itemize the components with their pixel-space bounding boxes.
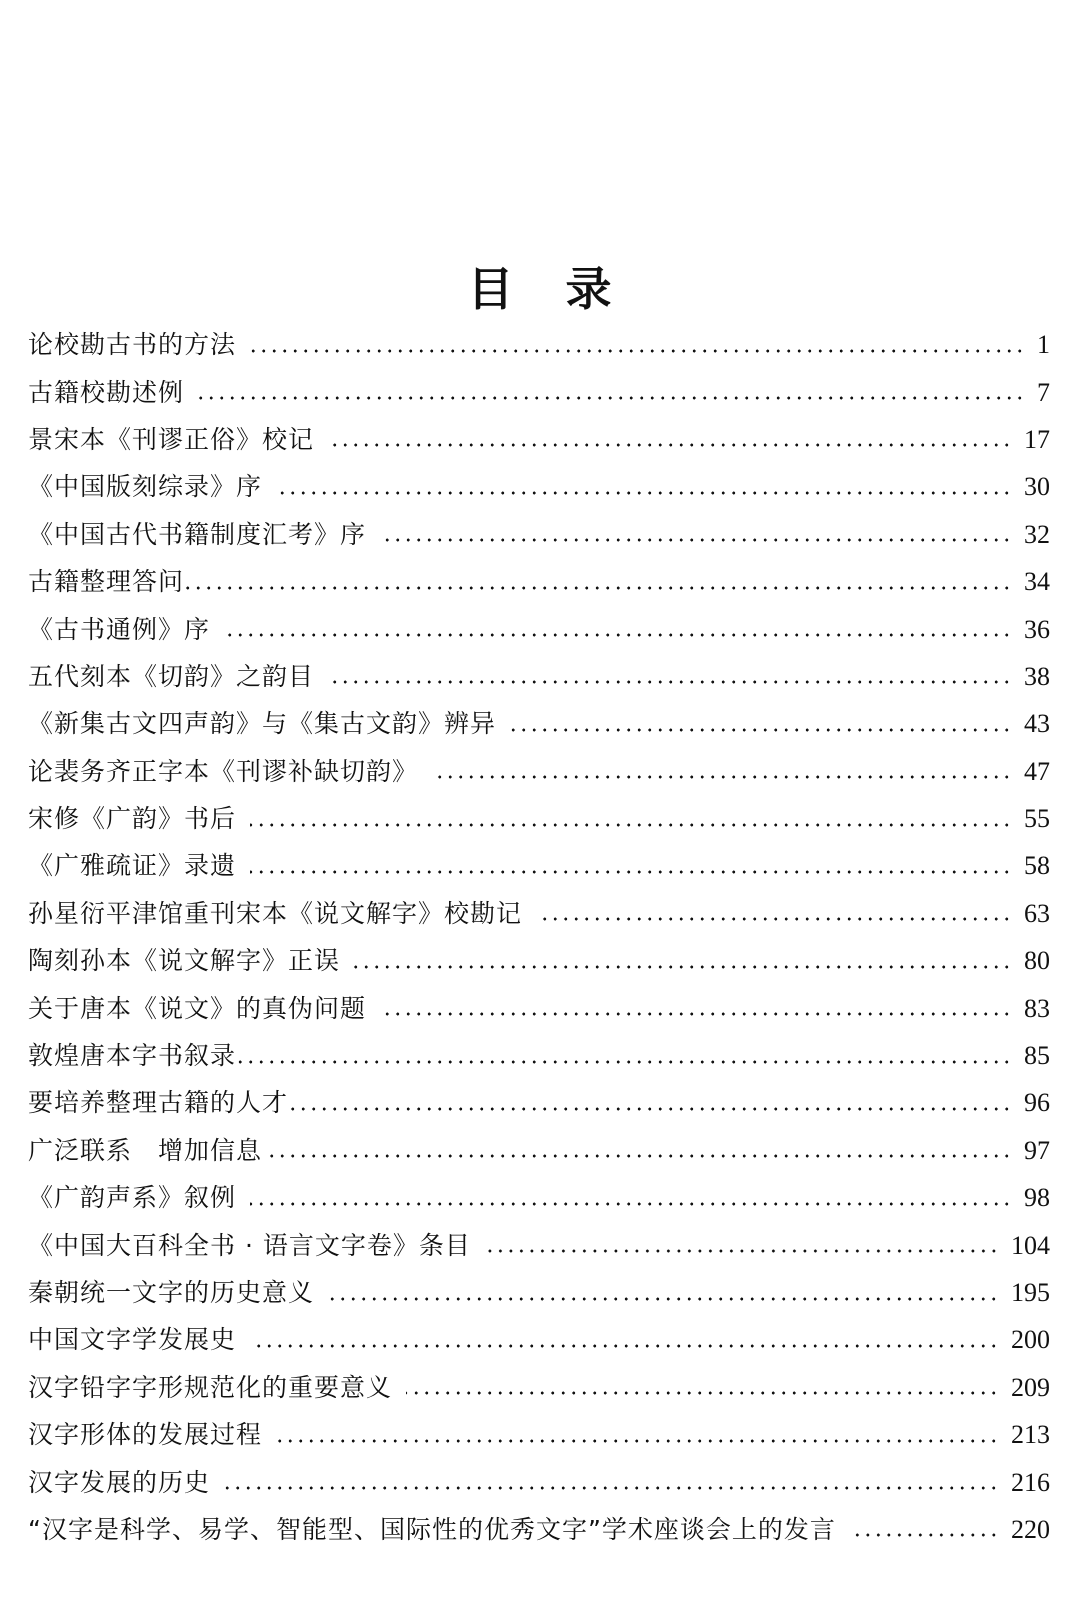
toc-entry-page: 220: [1011, 1514, 1050, 1544]
toc-entry[interactable]: [28, 795, 1050, 842]
toc-entry-title: 《广韵声系》叙例: [28, 1183, 237, 1213]
toc-entry[interactable]: [28, 1032, 1050, 1079]
toc-entry-title: “汉字是科学、易学、智能型、国际性的优秀文字”学术座谈会上的发言: [28, 1514, 836, 1544]
dot-leader: [380, 1012, 1012, 1016]
toc-entry-page: 34: [1024, 567, 1050, 597]
dot-leader: [198, 396, 1025, 400]
toc-entry-title: 《中国大百科全书 · 语言文字卷》条目: [28, 1230, 471, 1260]
dot-leader: [186, 586, 1012, 590]
toc-entry-title: 《新集古文四声韵》与《集古文韵》辨异: [28, 709, 497, 739]
toc-entry[interactable]: [28, 1364, 1050, 1411]
dot-leader: [276, 1439, 999, 1443]
dot-leader: [264, 1154, 1012, 1158]
toc-entry-page: 36: [1024, 614, 1050, 644]
toc-entry-page: 97: [1024, 1135, 1050, 1165]
dot-leader: [238, 1060, 1012, 1064]
toc-entry[interactable]: [28, 842, 1050, 889]
toc-entry-title: 论裴务齐正字本《刊谬补缺切韵》: [28, 756, 419, 786]
toc-entry[interactable]: [28, 416, 1050, 463]
dot-leader: [328, 680, 1012, 684]
toc-entry-page: 32: [1024, 519, 1050, 549]
toc-entry-title: 汉字发展的历史: [28, 1467, 211, 1497]
toc-entry-title: 《广雅疏证》录遗: [28, 851, 237, 881]
toc-entry[interactable]: [28, 605, 1050, 652]
dot-leader: [250, 349, 1025, 353]
toc-entry-title: 《古书通例》序: [28, 614, 211, 644]
toc-entry-page: 7: [1037, 377, 1050, 407]
toc-entry-page: 1: [1037, 330, 1050, 360]
toc-entry[interactable]: [28, 558, 1050, 605]
toc-entry-title: 广泛联系 增加信息: [28, 1135, 263, 1165]
toc-entry[interactable]: [28, 1174, 1050, 1221]
toc-entry-page: 55: [1024, 804, 1050, 834]
dot-leader: [250, 1344, 999, 1348]
dot-leader: [380, 538, 1012, 542]
toc-entry-page: 209: [1011, 1372, 1050, 1402]
dot-leader: [354, 965, 1012, 969]
toc-entry-page: 47: [1024, 756, 1050, 786]
toc-entry[interactable]: [28, 1458, 1050, 1505]
toc-entry-page: 216: [1011, 1467, 1050, 1497]
toc-entry-page: 213: [1011, 1420, 1050, 1450]
toc-entry-page: 80: [1024, 946, 1050, 976]
toc-entry[interactable]: [28, 1269, 1050, 1316]
toc-entry-page: 85: [1024, 1041, 1050, 1071]
dot-leader: [432, 775, 1012, 779]
page-title: 目录: [467, 261, 664, 316]
dot-leader: [485, 1249, 999, 1253]
toc-entry[interactable]: [28, 1411, 1050, 1458]
toc-entry[interactable]: [28, 1127, 1050, 1174]
toc-entry-title: 秦朝统一文字的历史意义: [28, 1278, 315, 1307]
dot-leader: [510, 728, 1012, 732]
toc-entry[interactable]: [28, 368, 1050, 415]
toc-entry[interactable]: [28, 511, 1050, 558]
toc-entry-title: 五代刻本《切韵》之韵目: [28, 661, 315, 691]
table-of-contents: [28, 321, 1050, 1553]
toc-entry-title: 孙星衍平津馆重刊宋本《说文解字》校勘记: [28, 898, 523, 928]
dot-leader: [328, 443, 1012, 447]
toc-entry-page: 83: [1024, 993, 1050, 1023]
toc-entry-title: 古籍校勘述例: [28, 377, 185, 407]
dot-leader: [536, 917, 1012, 921]
dot-leader: [290, 1107, 1012, 1111]
dot-leader: [328, 1297, 999, 1301]
dot-leader: [250, 823, 1012, 827]
toc-entry-page: 63: [1024, 898, 1050, 928]
toc-entry[interactable]: [28, 1079, 1050, 1126]
toc-entry-title: 景宋本《刊谬正俗》校记: [28, 424, 315, 454]
toc-entry[interactable]: [28, 748, 1050, 795]
toc-entry-page: 30: [1024, 472, 1050, 502]
toc-entry[interactable]: [28, 700, 1050, 747]
toc-entry[interactable]: [28, 984, 1050, 1031]
toc-entry-title: 《中国版刻综录》序: [28, 472, 263, 502]
toc-entry-page: 96: [1024, 1088, 1050, 1118]
toc-entry-page: 98: [1024, 1183, 1050, 1213]
toc-entry-title: 宋修《广韵》书后: [28, 804, 237, 834]
toc-entry-title: 要培养整理古籍的人才: [28, 1088, 289, 1118]
toc-entry-page: 104: [1011, 1230, 1050, 1260]
dot-leader: [850, 1533, 999, 1537]
toc-entry-page: 58: [1024, 851, 1050, 881]
toc-entry-title: 论校勘古书的方法: [28, 330, 237, 360]
toc-entry[interactable]: [28, 321, 1050, 368]
toc-entry-page: 200: [1011, 1325, 1050, 1355]
toc-entry[interactable]: [28, 653, 1050, 700]
toc-entry[interactable]: [28, 890, 1050, 937]
toc-entry-page: 195: [1011, 1278, 1050, 1307]
toc-entry[interactable]: [28, 1506, 1050, 1553]
dot-leader: [224, 1486, 999, 1490]
dot-leader: [276, 491, 1012, 495]
toc-entry[interactable]: [28, 463, 1050, 510]
toc-entry-page: 38: [1024, 661, 1050, 691]
toc-entry-title: 古籍整理答问: [28, 567, 185, 597]
toc-entry-title: 汉字铅字字形规范化的重要意义: [28, 1372, 393, 1402]
toc-entry[interactable]: [28, 937, 1050, 984]
toc-entry[interactable]: [28, 1221, 1050, 1268]
toc-entry-title: 敦煌唐本字书叙录: [28, 1041, 237, 1071]
toc-entry-page: 17: [1024, 424, 1050, 454]
toc-entry-title: 陶刻孙本《说文解字》正误: [28, 946, 341, 976]
toc-entry-title: 关于唐本《说文》的真伪问题: [28, 993, 367, 1023]
toc-entry-title: 汉字形体的发展过程: [28, 1420, 263, 1450]
dot-leader: [406, 1391, 999, 1395]
toc-entry-title: 中国文字学发展史: [28, 1325, 237, 1355]
dot-leader: [250, 870, 1012, 874]
dot-leader: [250, 1202, 1012, 1206]
toc-entry-title: 《中国古代书籍制度汇考》序: [28, 519, 367, 549]
toc-entry[interactable]: [28, 1316, 1050, 1363]
dot-leader: [224, 633, 1012, 637]
toc-entry-page: 43: [1024, 709, 1050, 739]
